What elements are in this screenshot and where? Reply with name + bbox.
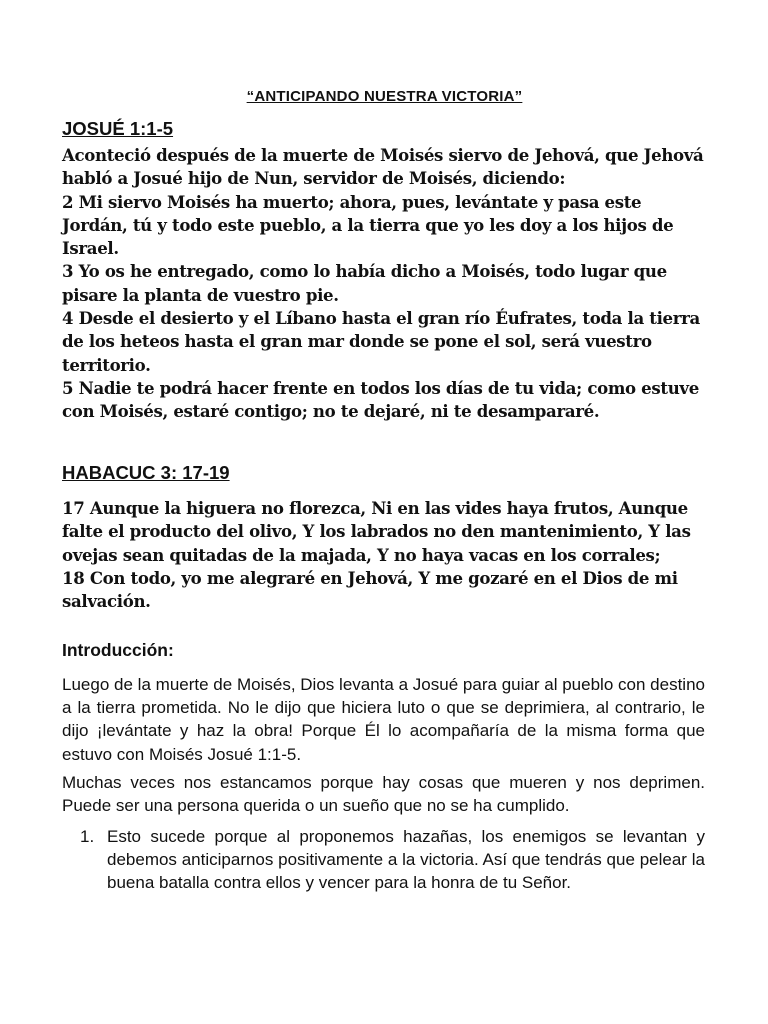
scripture-josue — [62, 144, 707, 424]
document-title: “ANTICIPANDO NUESTRA VICTORIA” — [246, 88, 523, 105]
list-item — [80, 825, 705, 895]
verse: 2 Mi siervo Moisés ha muerto; ahora, pues, levántate y pasa este Jordán, tú y todo este pueblo, a la tierra que yo les doy a los hijos de Israel. — [62, 191, 674, 259]
list-text: Esto sucede porque al proponemos hazañas, los enemigos se levantan y debemos anticiparnos positivamente a la victoria. Así que tendrás que pelear la buena batalla contra ellos y vencer para la honra de tu Señor. — [107, 827, 705, 893]
verse: 17 Aunque la higuera no florezca, Ni en las vides haya frutos, Aunque falte el producto del olivo, Y los labrados no den mantenimiento, Y las ovejas sean quitadas de la majada, Y no haya vacas en los corrales; — [62, 498, 691, 565]
intro-paragraph: Luego de la muerte de Moisés, Dios levanta a Josué para guiar al pueblo con destino a la tierra prometida. No le dijo que hiciera luto o que se deprimiera, al contrario, le dijo ¡levántate y haz la obra! Porque Él lo acompañaría de la misma forma que estuvo con Moisés Josué 1:1-5. — [62, 675, 705, 764]
verse: 4 Desde el desierto y el Líbano hasta el gran río Éufrates, toda la tierra de los heteos hasta el gran mar donde se pone el sol, será vuestro territorio. — [62, 308, 700, 375]
intro-heading: Introducción: — [62, 640, 174, 660]
section-heading-josue: JOSUÉ 1:1-5 — [62, 118, 174, 139]
section-heading-habacuc: HABACUC 3: 17-19 — [62, 462, 230, 483]
scripture-habacuc — [62, 497, 707, 613]
numbered-list — [80, 825, 705, 895]
verse: 5 Nadie te podrá hacer frente en todos los días de tu vida; como estuve con Moisés, estaré contigo; no te dejaré, ni te desampararé. — [62, 377, 699, 422]
verse: 3 Yo os he entregado, como lo había dicho a Moisés, todo lugar que pisare la planta de vuestro pie. — [62, 261, 667, 305]
verse: Aconteció después de la muerte de Moisés siervo de Jehová, que Jehová habló a Josué hijo de Nun, servidor de Moisés, diciendo: — [62, 145, 704, 189]
intro-paragraph: Muchas veces nos estancamos porque hay cosas que mueren y nos deprimen. Puede ser una persona querida o un sueño que no se ha cumplido. — [62, 773, 705, 816]
list-number: 1. — [80, 827, 95, 846]
verse: 18 Con todo, yo me alegraré en Jehová, Y me gozaré en el Dios de mi salvación. — [62, 567, 678, 612]
